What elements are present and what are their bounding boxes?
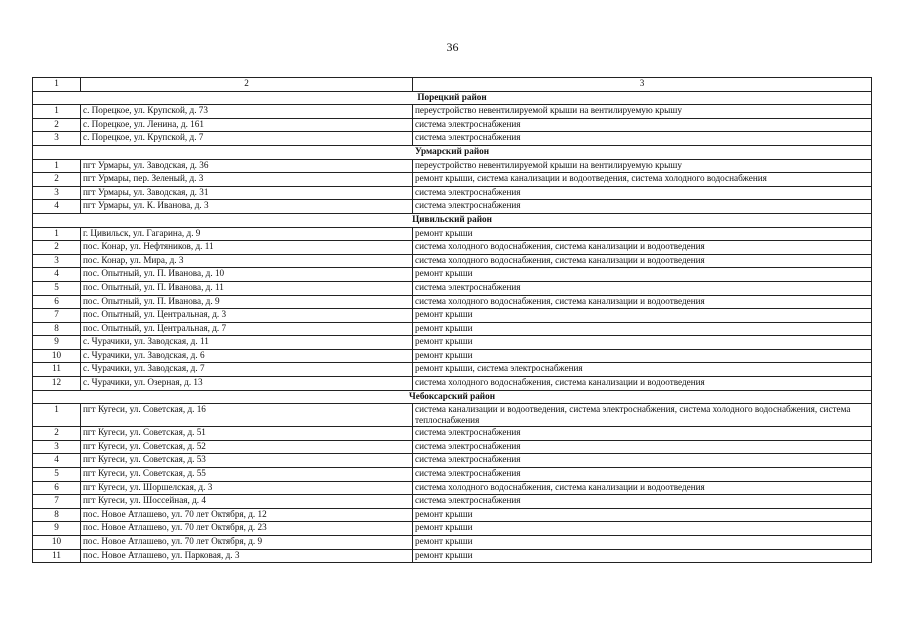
row-address-cell: пгт Кугеси, ул. Советская, д. 51 [81, 427, 413, 441]
row-number-cell: 6 [33, 481, 81, 495]
row-address-cell: пгт Кугеси, ул. Шоссейная, д. 4 [81, 495, 413, 509]
row-works-cell: система электроснабжения [413, 132, 872, 146]
works-table [32, 77, 872, 563]
row-address-cell: г. Цивильск, ул. Гагарина, д. 9 [81, 227, 413, 241]
table-row [33, 254, 872, 268]
table-row [33, 363, 872, 377]
row-number-cell: 3 [33, 186, 81, 200]
row-number-cell: 11 [33, 549, 81, 563]
table-row [33, 200, 872, 214]
row-number-cell: 2 [33, 427, 81, 441]
row-address-cell: пос. Опытный, ул. П. Иванова, д. 9 [81, 295, 413, 309]
row-number-cell: 10 [33, 536, 81, 550]
table-row [33, 186, 872, 200]
row-address-cell: пос. Опытный, ул. Центральная, д. 7 [81, 322, 413, 336]
row-number-cell: 9 [33, 522, 81, 536]
row-number-cell: 4 [33, 268, 81, 282]
table-row [33, 495, 872, 509]
row-address-cell: пгт Кугеси, ул. Советская, д. 16 [81, 404, 413, 427]
row-number-cell: 1 [33, 159, 81, 173]
row-number-cell: 4 [33, 454, 81, 468]
row-address-cell: пгт Урмары, ул. Заводская, д. 36 [81, 159, 413, 173]
row-number-cell: 2 [33, 173, 81, 187]
row-works-cell: ремонт крыши [413, 322, 872, 336]
section-title: Порецкий район [33, 91, 872, 105]
row-number-cell: 8 [33, 508, 81, 522]
row-address-cell: пос. Опытный, ул. П. Иванова, д. 10 [81, 268, 413, 282]
row-address-cell: пгт Урмары, ул. Заводская, д. 31 [81, 186, 413, 200]
row-works-cell: ремонт крыши [413, 349, 872, 363]
header-cell-address: 2 [81, 78, 413, 92]
section-title: Чебоксарский район [33, 390, 872, 404]
row-address-cell: с. Чурачики, ул. Озерная, д. 13 [81, 377, 413, 391]
table-row [33, 309, 872, 323]
header-cell-number: 1 [33, 78, 81, 92]
row-number-cell: 5 [33, 468, 81, 482]
row-works-cell: ремонт крыши, система канализации и водоотведения, система холодного водоснабжения [413, 173, 872, 187]
row-works-cell: система электроснабжения [413, 454, 872, 468]
row-works-cell: система холодного водоснабжения, система канализации и водоотведения [413, 377, 872, 391]
header-cell-works: 3 [413, 78, 872, 92]
section-row [33, 145, 872, 159]
row-address-cell: пос. Конар, ул. Мира, д. 3 [81, 254, 413, 268]
row-number-cell: 1 [33, 227, 81, 241]
table-row [33, 454, 872, 468]
row-works-cell: система электроснабжения [413, 468, 872, 482]
row-address-cell: с. Порецкое, ул. Ленина, д. 161 [81, 118, 413, 132]
row-number-cell: 2 [33, 241, 81, 255]
table-row [33, 349, 872, 363]
row-address-cell: пос. Новое Атлашево, ул. 70 лет Октября, д. 9 [81, 536, 413, 550]
table-row [33, 322, 872, 336]
row-works-cell: ремонт крыши [413, 549, 872, 563]
row-number-cell: 8 [33, 322, 81, 336]
row-works-cell: система электроснабжения [413, 200, 872, 214]
table-row [33, 118, 872, 132]
row-address-cell: пос. Новое Атлашево, ул. Парковая, д. 3 [81, 549, 413, 563]
row-number-cell: 11 [33, 363, 81, 377]
row-works-cell: система электроснабжения [413, 118, 872, 132]
row-works-cell: ремонт крыши [413, 522, 872, 536]
row-works-cell: система электроснабжения [413, 440, 872, 454]
table-row [33, 508, 872, 522]
row-works-cell: ремонт крыши [413, 227, 872, 241]
row-address-cell: пос. Новое Атлашево, ул. 70 лет Октября, д. 23 [81, 522, 413, 536]
section-title: Урмарский район [33, 145, 872, 159]
row-address-cell: пгт Урмары, ул. К. Иванова, д. 3 [81, 200, 413, 214]
row-works-cell: система канализации и водоотведения, система электроснабжения, система холодного водоснабжения, система теплоснабжения [413, 404, 872, 427]
row-works-cell: ремонт крыши [413, 508, 872, 522]
table-row [33, 549, 872, 563]
table-row [33, 427, 872, 441]
row-number-cell: 6 [33, 295, 81, 309]
table-row [33, 522, 872, 536]
row-works-cell: ремонт крыши [413, 336, 872, 350]
row-number-cell: 7 [33, 309, 81, 323]
row-number-cell: 7 [33, 495, 81, 509]
row-number-cell: 1 [33, 404, 81, 427]
row-number-cell: 3 [33, 440, 81, 454]
row-address-cell: пос. Конар, ул. Нефтяников, д. 11 [81, 241, 413, 255]
row-number-cell: 2 [33, 118, 81, 132]
table-row [33, 481, 872, 495]
table-row [33, 268, 872, 282]
row-works-cell: ремонт крыши [413, 268, 872, 282]
table-row [33, 227, 872, 241]
row-address-cell: пос. Опытный, ул. Центральная, д. 3 [81, 309, 413, 323]
table-row [33, 468, 872, 482]
row-works-cell: переустройство невентилируемой крыши на вентилируемую крышу [413, 159, 872, 173]
table-row [33, 105, 872, 119]
row-works-cell: система холодного водоснабжения, система канализации и водоотведения [413, 295, 872, 309]
table-header-row [33, 78, 872, 92]
table-row [33, 159, 872, 173]
row-number-cell: 3 [33, 132, 81, 146]
row-works-cell: ремонт крыши, система электроснабжения [413, 363, 872, 377]
section-row [33, 213, 872, 227]
section-row [33, 390, 872, 404]
section-title: Цивильский район [33, 213, 872, 227]
row-address-cell: пгт Урмары, пер. Зеленый, д. 3 [81, 173, 413, 187]
row-address-cell: пгт Кугеси, ул. Советская, д. 52 [81, 440, 413, 454]
row-address-cell: с. Чурачики, ул. Заводская, д. 11 [81, 336, 413, 350]
row-works-cell: система электроснабжения [413, 427, 872, 441]
table-row [33, 281, 872, 295]
table-row [33, 440, 872, 454]
row-number-cell: 10 [33, 349, 81, 363]
table-row [33, 173, 872, 187]
page-number: 36 [446, 40, 459, 54]
row-number-cell: 1 [33, 105, 81, 119]
table-row [33, 336, 872, 350]
table-row [33, 404, 872, 427]
section-row [33, 91, 872, 105]
row-number-cell: 9 [33, 336, 81, 350]
row-address-cell: пгт Кугеси, ул. Шоршелская, д. 3 [81, 481, 413, 495]
row-number-cell: 5 [33, 281, 81, 295]
table-row [33, 132, 872, 146]
row-number-cell: 12 [33, 377, 81, 391]
row-works-cell: система холодного водоснабжения, система канализации и водоотведения [413, 481, 872, 495]
row-number-cell: 4 [33, 200, 81, 214]
row-works-cell: система холодного водоснабжения, система канализации и водоотведения [413, 241, 872, 255]
row-address-cell: пгт Кугеси, ул. Советская, д. 55 [81, 468, 413, 482]
row-works-cell: система электроснабжения [413, 186, 872, 200]
row-address-cell: пос. Новое Атлашево, ул. 70 лет Октября, д. 12 [81, 508, 413, 522]
row-works-cell: система электроснабжения [413, 281, 872, 295]
row-address-cell: с. Порецкое, ул. Крупской, д. 7 [81, 132, 413, 146]
row-address-cell: с. Чурачики, ул. Заводская, д. 6 [81, 349, 413, 363]
row-number-cell: 3 [33, 254, 81, 268]
table-body [33, 78, 872, 563]
row-address-cell: с. Чурачики, ул. Заводская, д. 7 [81, 363, 413, 377]
row-works-cell: ремонт крыши [413, 309, 872, 323]
row-works-cell: система холодного водоснабжения, система канализации и водоотведения [413, 254, 872, 268]
row-works-cell: переустройство невентилируемой крыши на вентилируемую крышу [413, 105, 872, 119]
table-row [33, 295, 872, 309]
row-address-cell: с. Порецкое, ул. Крупской, д. 73 [81, 105, 413, 119]
row-works-cell: ремонт крыши [413, 536, 872, 550]
row-address-cell: пос. Опытный, ул. П. Иванова, д. 11 [81, 281, 413, 295]
table-row [33, 241, 872, 255]
table-row [33, 377, 872, 391]
row-works-cell: система электроснабжения [413, 495, 872, 509]
row-address-cell: пгт Кугеси, ул. Советская, д. 53 [81, 454, 413, 468]
table-row [33, 536, 872, 550]
